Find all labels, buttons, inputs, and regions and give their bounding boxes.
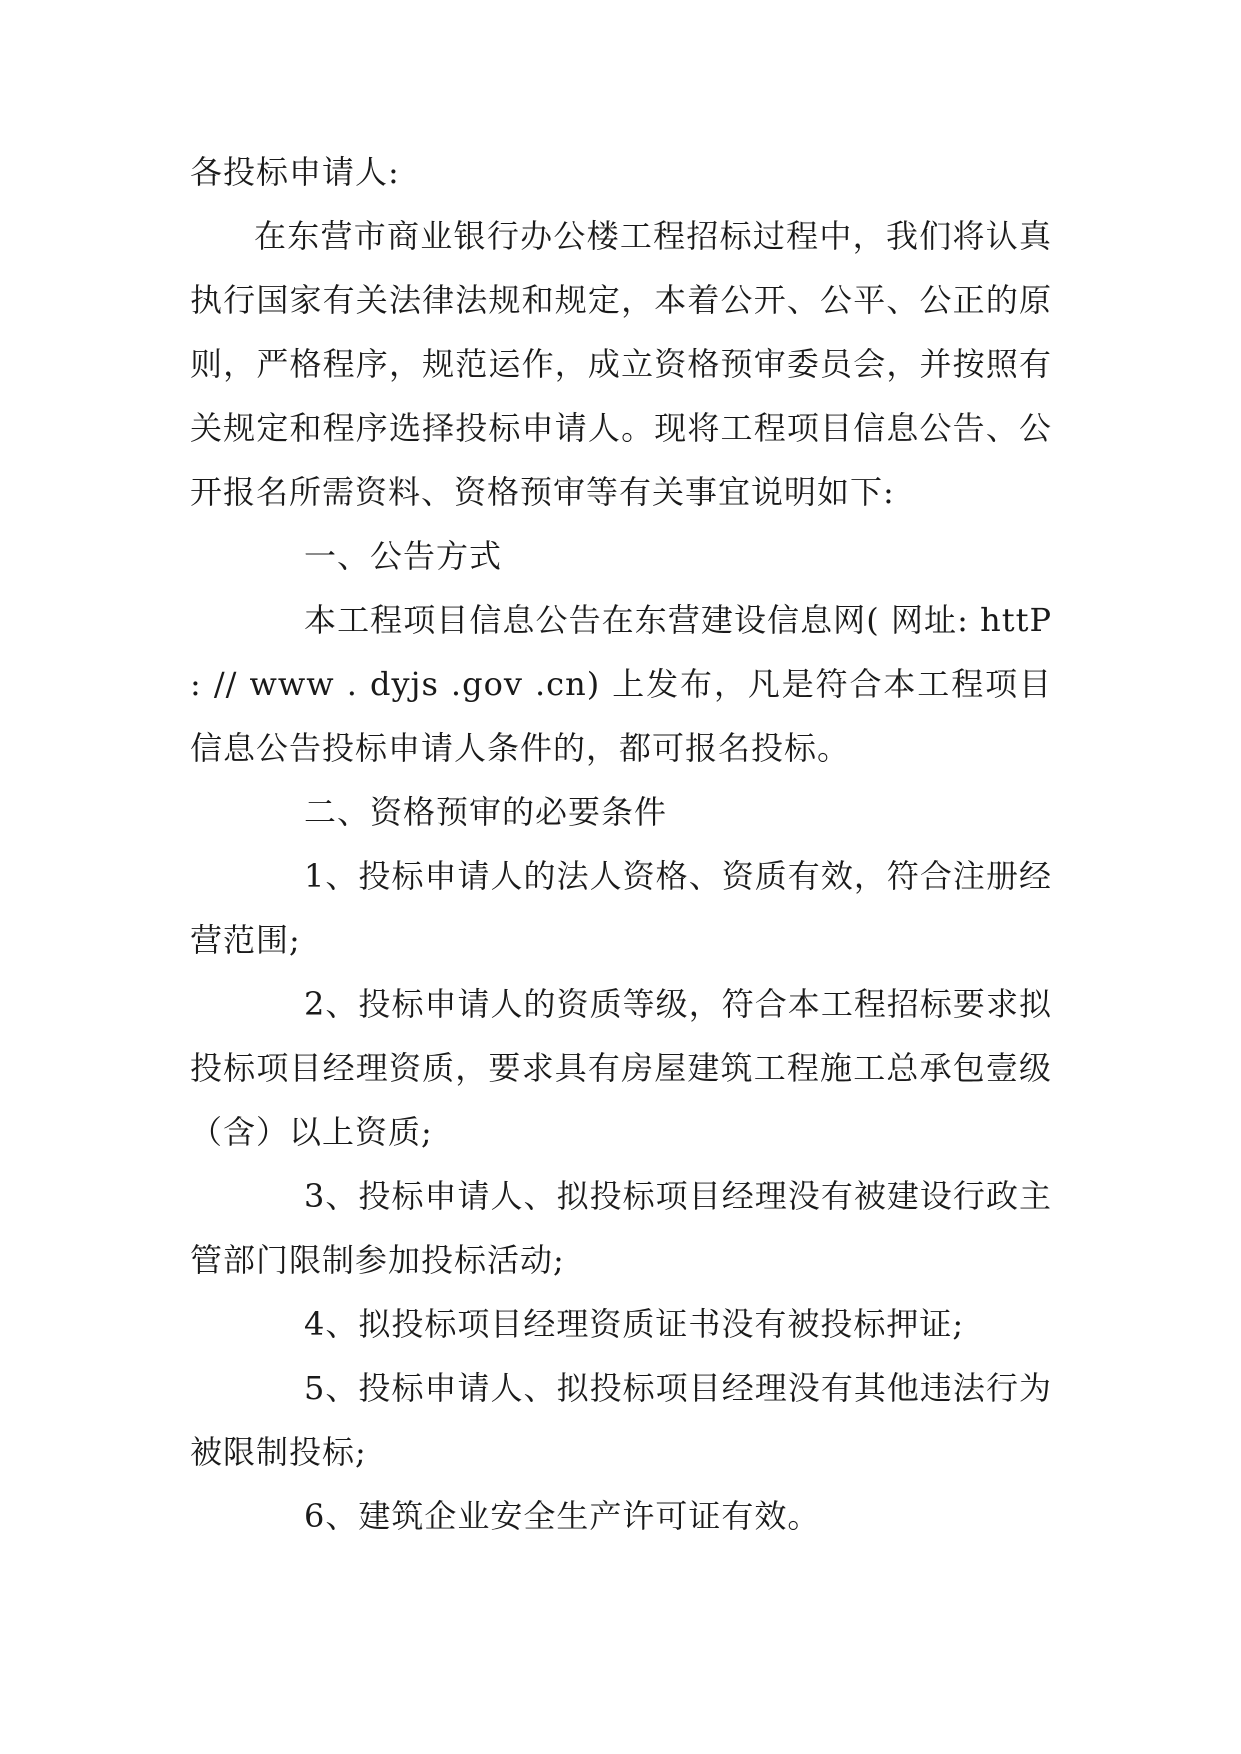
- intro-paragraph: 在东营市商业银行办公楼工程招标过程中，我们将认真执行国家有关法律法规和规定，本着公开、公平、公正的原则，严格程序，规范运作，成立资格预审委员会，并按照有关规定和程序选择投标申请人。现将工程项目信息公告、公开报名所需资料、资格预审等有关事宜说明如下:: [190, 217, 1052, 511]
- section-1-text-end: ) 上发布，凡是符合本工程项目信息公告投标申请人条件的，都可报名投标。: [190, 665, 1052, 767]
- salutation: 各投标申请人:: [190, 153, 400, 191]
- condition-item-1: 1、投标申请人的法人资格、资质有效，符合注册经营范围;: [190, 857, 1052, 959]
- condition-item-4: 4、拟投标项目经理资质证书没有被投标押证;: [304, 1305, 965, 1343]
- section-1-text-start: 本工程项目信息公告在东营建设信息网( 网址:: [304, 601, 981, 639]
- condition-item-3: 3、投标申请人、拟投标项目经理没有被建设行政主管部门限制参加投标活动;: [190, 1177, 1052, 1279]
- section-1-heading: 一、公告方式: [304, 537, 503, 575]
- section-1-body: [190, 588, 1052, 780]
- condition-item-5: 5、投标申请人、拟投标项目经理没有其他违法行为被限制投标;: [190, 1369, 1052, 1471]
- condition-item-2: 2、投标申请人的资质等级，符合本工程招标要求拟投标项目经理资质，要求具有房屋建筑工程施工总承包壹级（含）以上资质;: [190, 985, 1052, 1151]
- website-url: httP : // www . dyjs .gov .cn: [190, 601, 1052, 703]
- condition-item-6: 6、建筑企业安全生产许可证有效。: [304, 1497, 821, 1535]
- section-2-heading: 二、资格预审的必要条件: [304, 793, 668, 831]
- document-body: [190, 140, 1052, 1548]
